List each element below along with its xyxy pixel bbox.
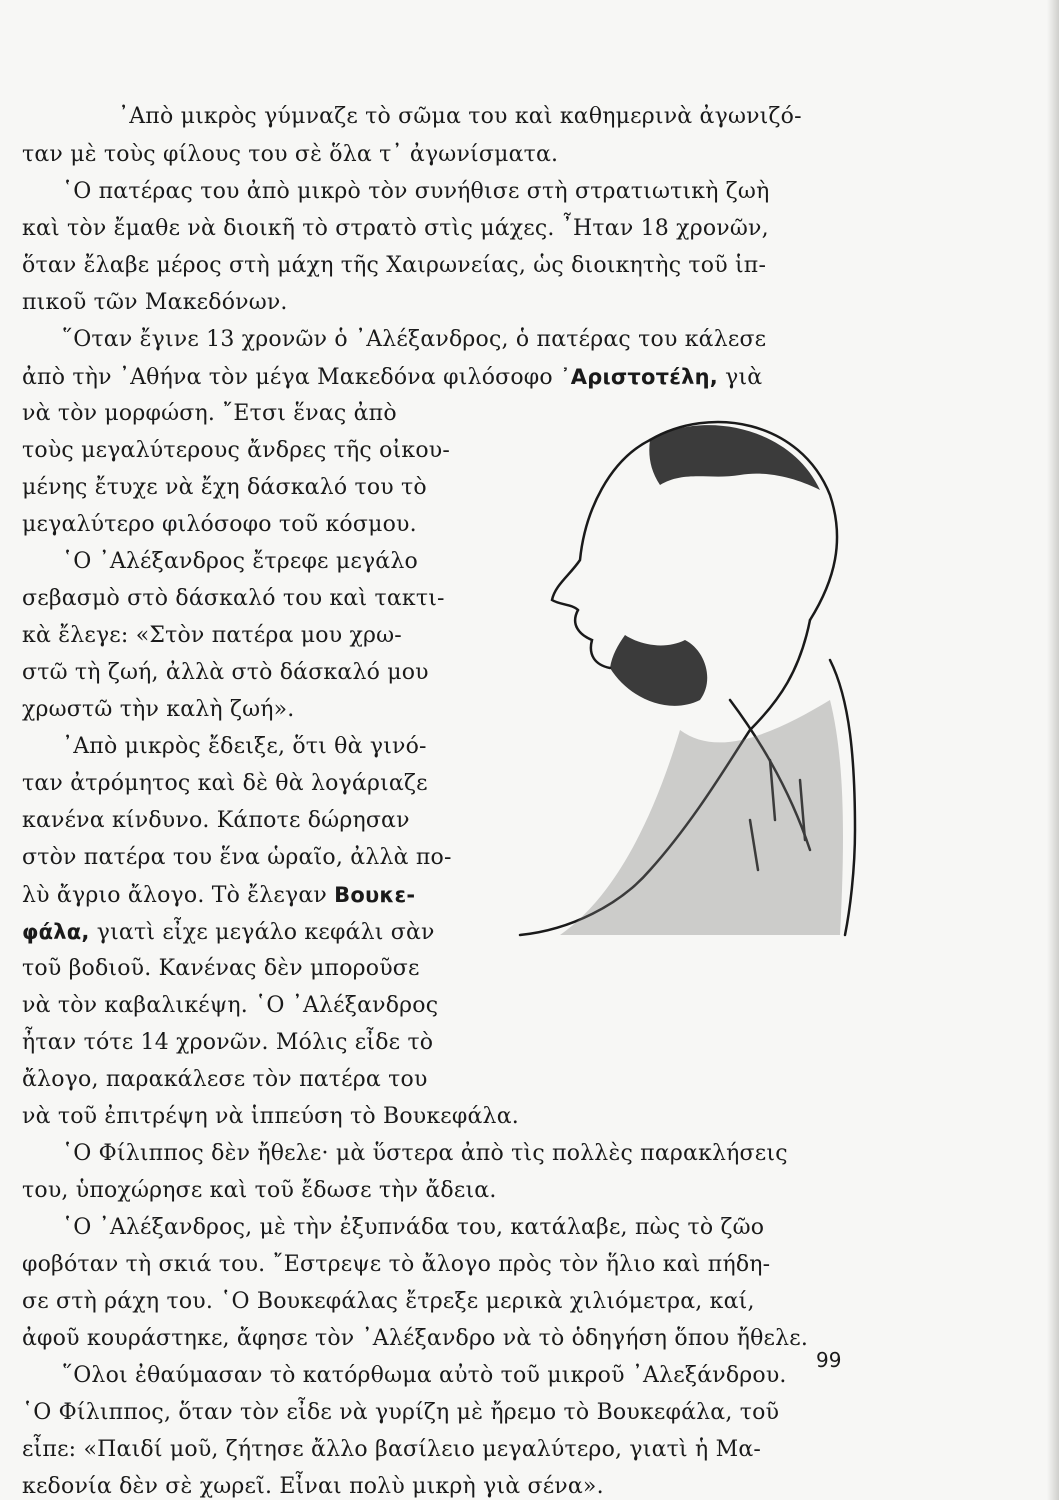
text-line: λὺ ἄγριο ἄλογο. Τὸ ἔλεγαν Βουκε- xyxy=(22,883,416,908)
text-line: εἶπε: «Παιδί μοῦ, ζήτησε ἄλλο βασίλειο μεγαλύτερο, γιατὶ ἡ Μα- xyxy=(22,1437,762,1462)
text-line: ῾Ο ᾿Αλέξανδρος, μὲ τὴν ἐξυπνάδα του, κατάλαβε, πὼς τὸ ζῶο xyxy=(62,1215,765,1240)
text-line: καὶ τὸν ἔμαθε νὰ διοικῆ τὸ στρατὸ στὶς μάχες. ῏Ηταν 18 χρονῶν, xyxy=(22,216,769,241)
text-line: ῞Οταν ἔγινε 13 χρονῶν ὁ ᾿Αλέξανδρος, ὁ πατέρας του κάλεσε xyxy=(62,327,767,352)
text-line: κὰ ἔλεγε: «Στὸν πατέρα μου χρω- xyxy=(22,623,402,648)
text-line: νὰ τὸν μορφώση. ῎Ετσι ἕνας ἀπὸ xyxy=(22,401,397,426)
text-line: ὅταν ἔλαβε μέρος στὴ μάχη τῆς Χαιρωνείας, ὡς διοικητὴς τοῦ ἱπ- xyxy=(22,253,767,278)
name-aristotle: ᾿Αριστοτέλη, xyxy=(560,365,718,389)
name-boukephalas-cont: φάλα, xyxy=(22,920,90,944)
text-line: ἀφοῦ κουράστηκε, ἄφησε τὸν ᾿Αλέξανδρο νὰ τὸ ὁδηγήση ὅπου ἤθελε. xyxy=(22,1326,809,1351)
name-boukephalas: Βουκε- xyxy=(334,883,416,907)
text-line: ῾Ο πατέρας του ἀπὸ μικρὸ τὸν συνήθισε στὴ στρατιωτικὴ ζωὴ xyxy=(62,179,770,204)
text-line: ἄλογο, παρακάλεσε τὸν πατέρα του xyxy=(22,1067,428,1092)
text-line: νὰ τὸν καβαλικέψη. ῾Ο ᾿Αλέξανδρος xyxy=(22,993,439,1018)
text-line: σε στὴ ράχη του. ῾Ο Βουκεφάλας ἔτρεξε μερικὰ χιλιόμετρα, καί, xyxy=(22,1289,755,1314)
text-line: μένης ἔτυχε νὰ ἔχη δάσκαλό του τὸ xyxy=(22,475,427,500)
page-number: 99 xyxy=(816,1348,842,1372)
text-line: ἀπὸ τὴν ᾿Αθήνα τὸν μέγα Μακεδόνα φιλόσοφο ᾿Αριστοτέλη, γιὰ xyxy=(22,365,763,390)
text-line: στὸν πατέρα του ἕνα ὡραῖο, ἀλλὰ πο- xyxy=(22,845,452,870)
text-line: ἦταν τότε 14 χρονῶν. Μόλις εἶδε τὸ xyxy=(22,1030,434,1055)
text-line: φοβόταν τὴ σκιά του. ῎Εστρεψε τὸ ἄλογο πρὸς τὸν ἥλιο καὶ πήδη- xyxy=(22,1252,771,1277)
text-line: τοὺς μεγαλύτερους ἄνδρες τῆς οἰκου- xyxy=(22,438,451,463)
text-line: ᾿Απὸ μικρὸς ἔδειξε, ὅτι θὰ γινό- xyxy=(62,734,427,759)
text-line: ταν μὲ τοὺς φίλους του σὲ ὅλα τ᾿ ἀγωνίσματα. xyxy=(22,142,559,167)
text-line: ῞Ολοι ἐθαύμασαν τὸ κατόρθωμα αὐτὸ τοῦ μικροῦ ᾿Αλεξάνδρου. xyxy=(62,1363,787,1388)
text-line: ταν ἀτρόμητος καὶ δὲ θὰ λογάριαζε xyxy=(22,771,428,796)
text-line: μεγαλύτερο φιλόσοφο τοῦ κόσμου. xyxy=(22,512,417,537)
text-line: ῾Ο ᾿Αλέξανδρος ἔτρεφε μεγάλο xyxy=(62,549,418,574)
text-line: του, ὑποχώρησε καὶ τοῦ ἔδωσε τὴν ἄδεια. xyxy=(22,1178,497,1203)
text-line: νὰ τοῦ ἐπιτρέψη νὰ ἱππεύση τὸ Βουκεφάλα. xyxy=(22,1104,519,1129)
text-line: κανένα κίνδυνο. Κάποτε δώρησαν xyxy=(22,808,410,833)
text-line: πικοῦ τῶν Μακεδόνων. xyxy=(22,290,288,315)
text-line: κεδονία δὲν σὲ χωρεῖ. Εἶναι πολὺ μικρὴ γιὰ σένα». xyxy=(22,1474,604,1499)
text-line: ῾Ο Φίλιππος δὲν ἤθελε· μὰ ὕστερα ἀπὸ τὶς πολλὲς παρακλήσεις xyxy=(62,1141,788,1166)
aristotle-portrait xyxy=(500,400,860,940)
page-edge xyxy=(1047,0,1059,1500)
text-line: τοῦ βοδιοῦ. Κανένας δὲν μποροῦσε xyxy=(22,956,420,981)
text-line: ῾Ο Φίλιππος, ὅταν τὸν εἶδε νὰ γυρίζη μὲ ἤρεμο τὸ Βουκεφάλα, τοῦ xyxy=(22,1400,780,1425)
text-line: χρωστῶ τὴν καλὴ ζωή». xyxy=(22,697,295,722)
text-line: ᾿Απὸ μικρὸς γύμναζε τὸ σῶμα του καὶ καθημερινὰ ἀγωνιζό- xyxy=(118,104,802,129)
text-line: στῶ τὴ ζωή, ἀλλὰ στὸ δάσκαλό μου xyxy=(22,660,429,685)
text-line: σεβασμὸ στὸ δάσκαλό του καὶ τακτι- xyxy=(22,586,445,611)
text-line: φάλα, γιατὶ εἶχε μεγάλο κεφάλι σὰν xyxy=(22,920,435,945)
